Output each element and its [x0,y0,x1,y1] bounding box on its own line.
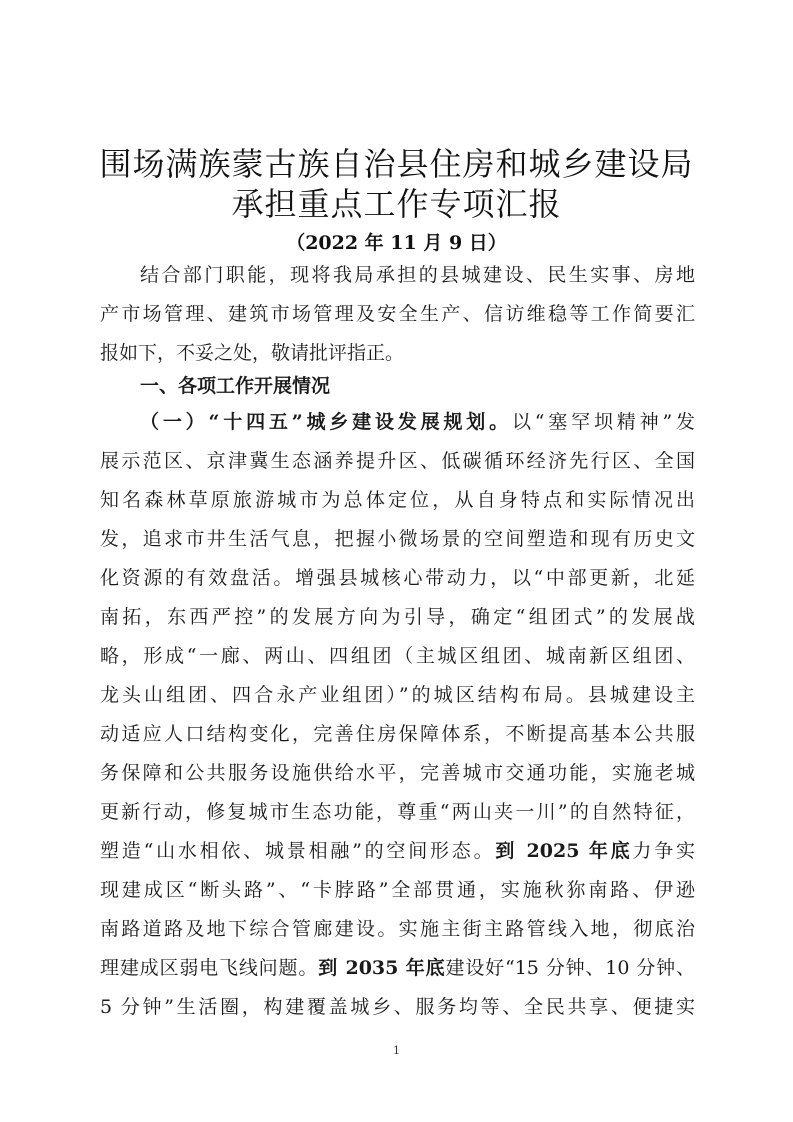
paragraph-line: 化资源的有效盘活。增强县城核心带动力，以“中部更新，北延 [100,567,695,589]
milestone-2035: 到 2035 年底 [318,957,446,979]
paragraph-line: 更新行动，修复城市生态功能，尊重“两山夹一川”的自然特征， [100,801,695,823]
paragraph-line: 南拓，东西严控”的发展方向为引导，确定“组团式”的发展战 [100,606,695,628]
paragraph-line: 务保障和公共服务设施供给水平，完善城市交通功能，实施老城 [100,762,695,784]
intro-line: 产市场管理、建筑市场管理及安全生产、信访维稳等工作简要汇 [100,303,695,325]
paragraph-line: 龙头山组团、四合永产业组团）”的城区结构布局。县城建设主 [100,684,695,706]
paragraph-text: 力争实 [632,840,695,862]
paragraph-line: 略，形成“一廊、两山、四组团（主城区组团、城南新区组团、 [100,645,695,667]
intro-line: 报如下，不妥之处，敬请批评指正。 [100,342,405,364]
paragraph-text: 塑造“山水相依、城景相融”的空间形态。 [100,840,496,862]
document-date: （2022 年 11 月 9 日） [286,232,507,254]
paragraph-line: 南路道路及地下综合管廊建设。实施主街主路管线入地，彻底治 [100,918,695,940]
document-title-line-1: 围场满族蒙古族自治县住房和城乡建设局 [99,145,694,183]
paragraph-line: 5 分钟”生活圈，构建覆盖城乡、服务均等、全民共享、便捷实 [100,996,695,1018]
paragraph-line: 现建成区“断头路”、“卡脖路”全部贯通，实施秋狝南路、伊逊 [100,879,695,901]
paragraph-line: 知名森林草原旅游城市为总体定位，从自身特点和实际情况出 [100,489,695,511]
paragraph-line: 动适应人口结构变化，完善住房保障体系，不断提高基本公共服 [100,723,695,745]
paragraph-text: 理建成区弱电飞线问题。 [100,957,319,979]
paragraph-text: 建设好“15 分钟、10 分钟、 [445,957,695,979]
paragraph-text: 以“塞罕坝精神”发 [511,411,695,433]
intro-line: 结合部门职能，现将我局承担的县城建设、民生实事、房地 [140,264,695,286]
paragraph-line [100,839,695,863]
paragraph-line: 展示范区、京津冀生态涵养提升区、低碳循环经济先行区、全国 [100,450,695,472]
paragraph-line: 发，追求市井生活气息，把握小微场景的空间塑造和现有历史文 [100,528,695,550]
milestone-2025: 到 2025 年底 [495,840,633,862]
paragraph-line [140,410,695,434]
paragraph-line [100,956,695,980]
document-title-line-2: 承担重点工作专项汇报 [231,185,562,223]
section-heading: 一、各项工作开展情况 [140,375,331,397]
subsection-heading: （一）“十四五”城乡建设发展规划。 [140,411,512,433]
page-number: 1 [393,1044,400,1057]
